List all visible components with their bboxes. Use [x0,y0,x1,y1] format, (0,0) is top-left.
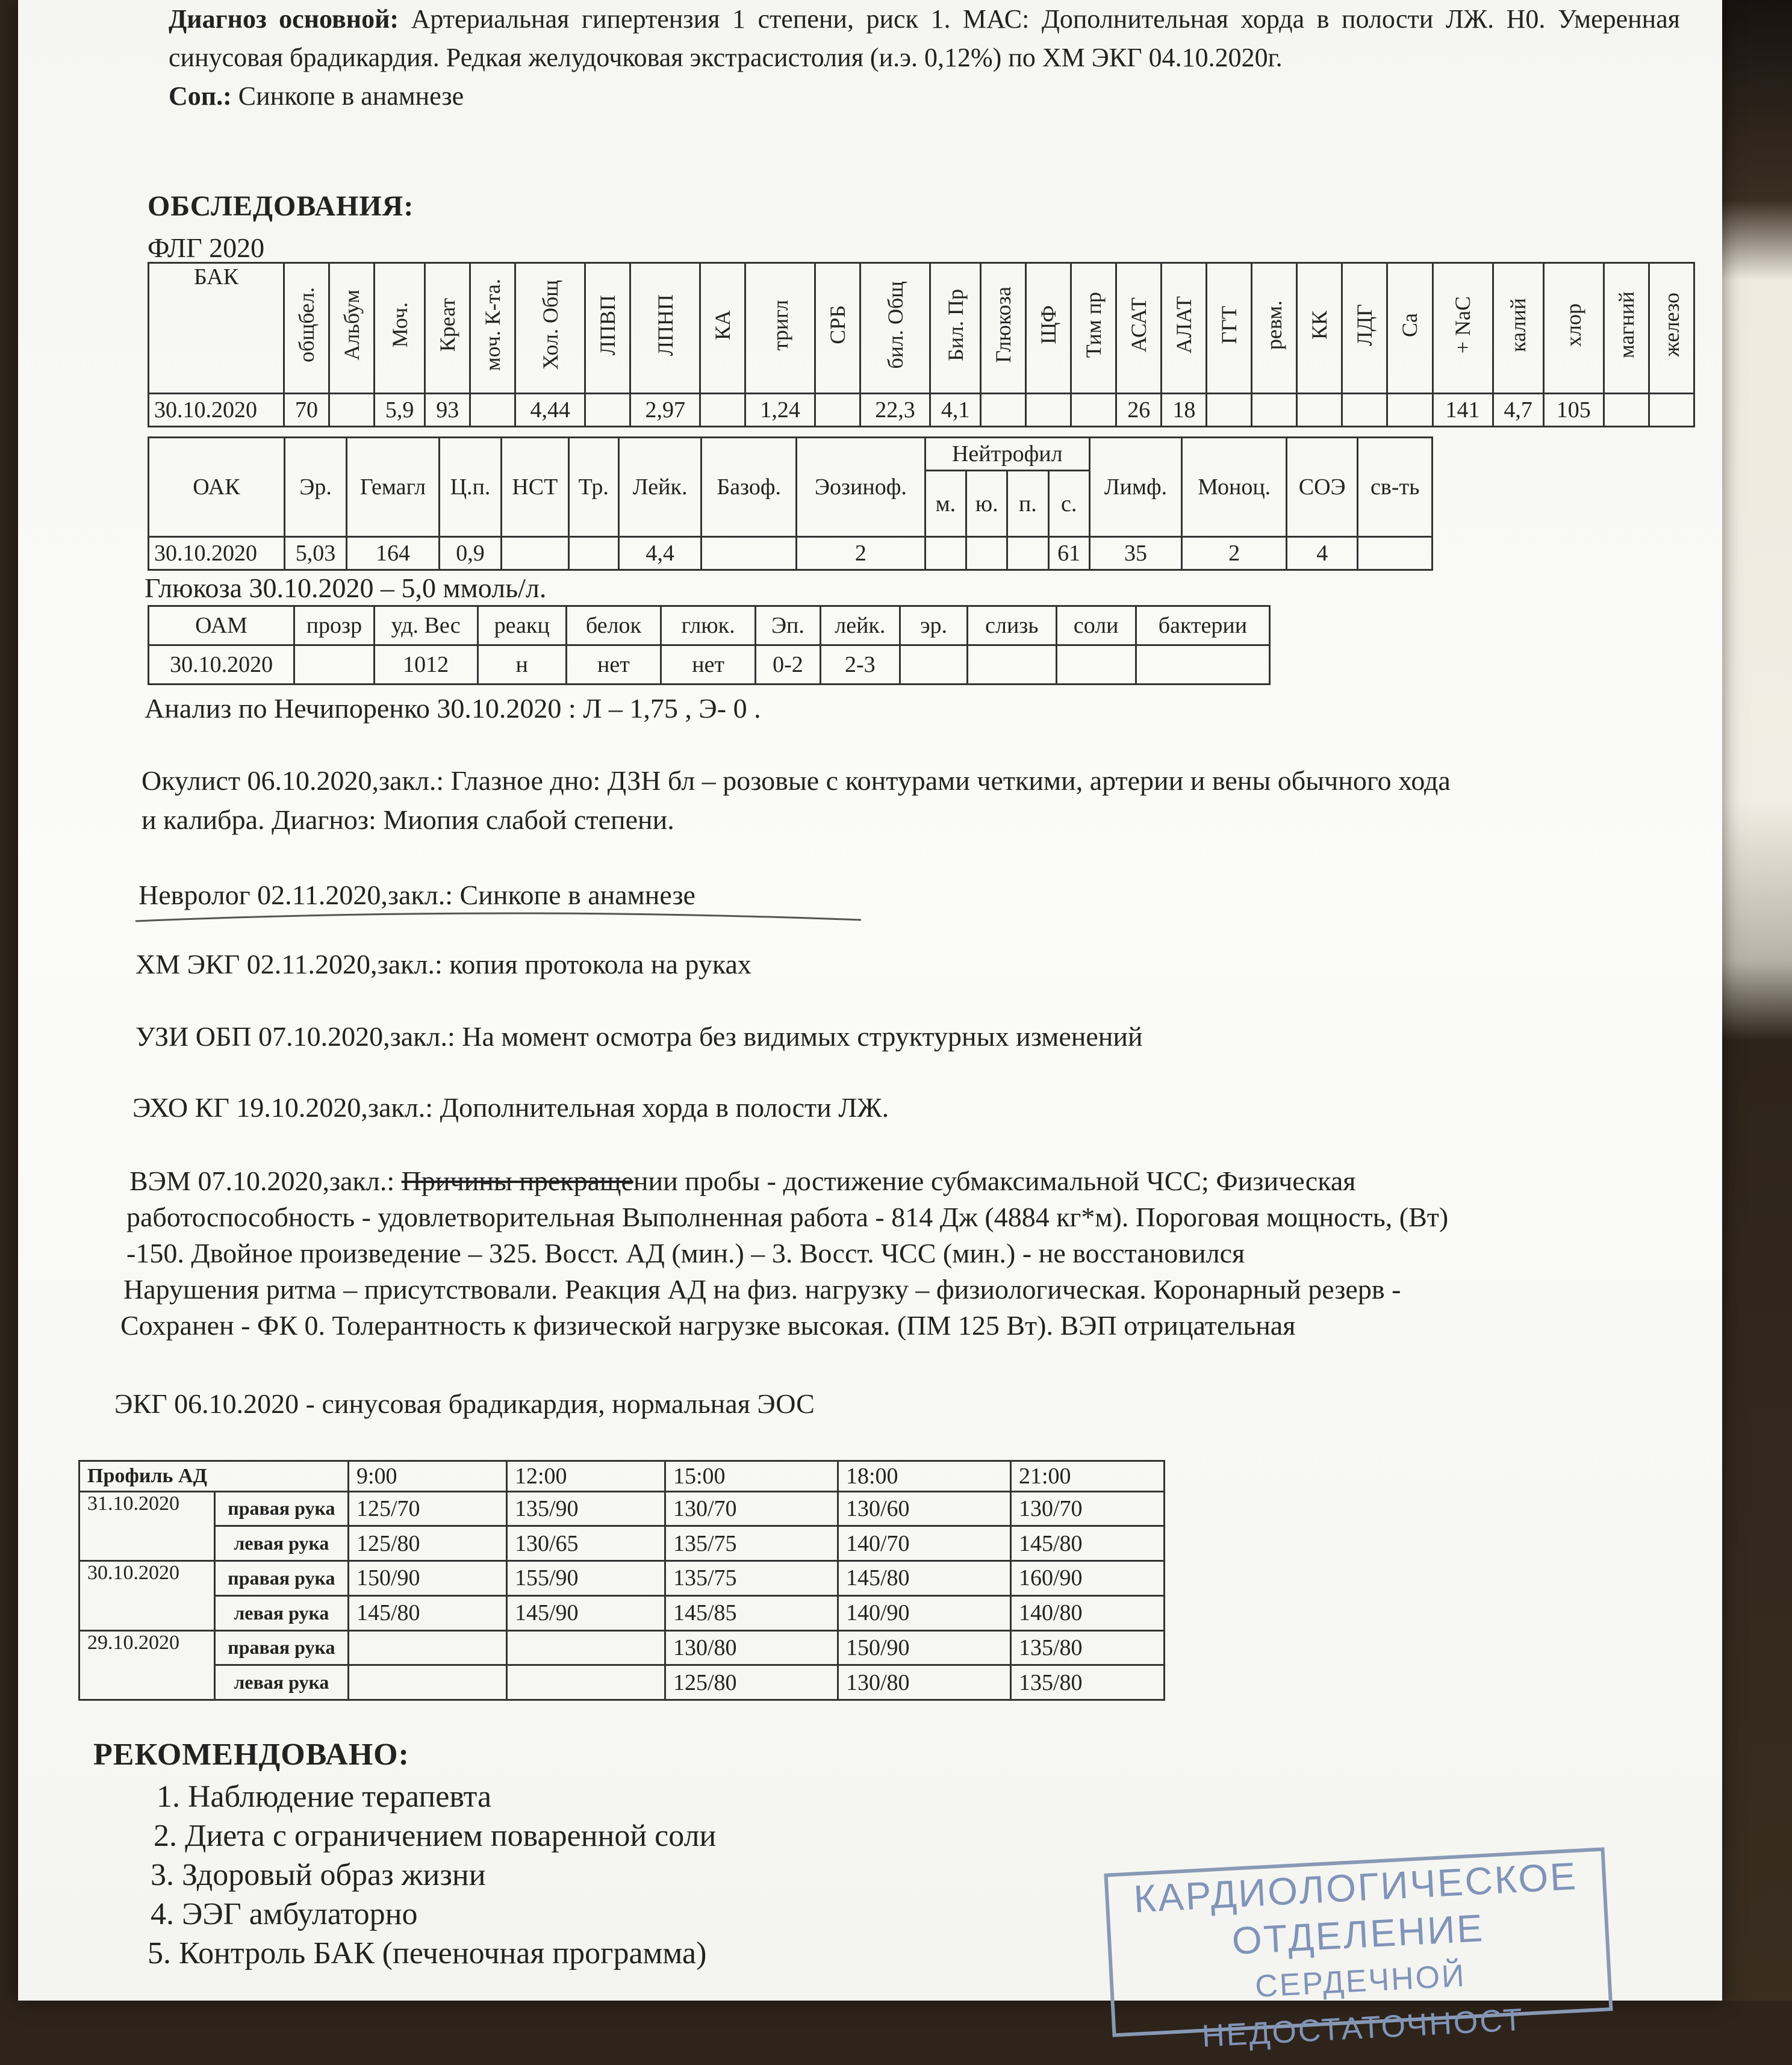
oam-value: 1012 [374,645,478,685]
oam-value [1136,645,1269,685]
oak-h-m: м. [925,471,966,537]
bp-value: 125/80 [665,1665,838,1700]
bak-header [1026,263,1071,394]
bak-header [1543,263,1604,394]
oak-h-eoz: Эозиноф. [796,438,925,537]
bp-value: 145/80 [349,1595,507,1630]
bak-header [815,263,860,394]
bp-date: 29.10.2020 [79,1630,215,1700]
oak-h-cp: Ц.п. [439,438,501,537]
bak-value: 70 [284,393,329,426]
bp-arm-label: левая рука [214,1595,348,1630]
bak-value [1207,393,1252,426]
bak-header [1297,263,1342,394]
bak-header [1071,263,1116,394]
oak-h-limf: Лимф. [1089,438,1182,537]
bak-table [148,262,1695,427]
oak-v-tr [568,537,618,570]
bak-header [425,263,470,394]
bak-header-label: моч. К-та. [481,279,505,371]
bak-header-label: КА [711,309,735,340]
neurologist-line: Невролог 02.11.2020,закл.: Синкопе в анамнезе [138,880,695,910]
oak-v-leik: 4,4 [618,537,702,570]
bak-value [981,393,1026,426]
bak-header [284,263,329,394]
bak-header-label: КК [1307,310,1332,340]
oak-v-gem: 164 [347,537,440,570]
bp-value: 130/60 [838,1491,1011,1526]
oam-value: нет [661,645,756,685]
bak-header-label: Хол. Общ [538,280,562,370]
oam-value: 2-3 [820,645,900,685]
bak-value: 1,24 [745,393,815,426]
oam-header: Эп. [756,606,820,645]
bak-header [1342,263,1387,394]
bp-value: 130/70 [1011,1491,1165,1526]
oak-h-leik: Лейк. [618,438,702,537]
oak-v-limf: 35 [1089,537,1182,570]
bak-value: 18 [1162,393,1207,426]
diagnosis-block [169,0,1680,116]
bak-value [1252,393,1297,426]
bak-header-label: железо [1659,293,1684,358]
bak-header-label: Моч. [387,302,412,348]
oam-value [968,645,1056,685]
stamp-line-2: ОТДЕЛЕНИЕ [1231,1906,1486,1963]
bak-value [815,393,860,426]
bp-value: 140/80 [1011,1595,1165,1630]
underline-stroke [132,903,867,933]
bak-value [1297,393,1342,426]
oam-value: н [478,645,566,685]
bak-header-label: калий [1506,297,1531,352]
bak-header-label: Са [1398,312,1422,337]
bak-value [1026,393,1071,426]
bak-value [329,393,375,426]
bak-header [1252,263,1297,394]
bak-header-label: ГГТ [1217,305,1242,344]
vem-line-1-rest: нии пробы - достижение субмаксимальной ЧСС; Физическая [633,1166,1356,1196]
oak-h-sv: св-ть [1358,438,1433,537]
bak-value [700,393,745,426]
rec-item-4: 4. ЭЭГ амбулаторно [151,1897,418,1931]
oam-header: белок [566,606,661,645]
bak-value [1342,393,1387,426]
oam-value [294,645,375,685]
oam-header: реакц [478,606,566,645]
bak-header [1162,263,1207,394]
oam-value: 0-2 [756,645,820,685]
oam-value [1056,645,1136,685]
oam-header: лейк. [820,606,900,645]
bak-header-label: Бил. Пр [943,288,968,361]
bp-date: 31.10.2020 [79,1491,215,1560]
bp-value: 150/90 [838,1630,1011,1665]
bak-value [585,393,630,426]
bp-time-2: 12:00 [507,1461,665,1492]
oak-v-s: 61 [1048,537,1089,570]
bak-header-label: Креат [435,298,460,352]
document-page [18,0,1722,2001]
bak-header-label: бил. Общ [883,281,907,369]
bak-header [1493,263,1543,394]
oak-v-p [1007,537,1048,570]
bak-value: 26 [1116,393,1162,426]
bak-value [1071,393,1116,426]
bak-header [585,263,630,394]
bak-value [1604,393,1649,426]
bp-value: 135/90 [507,1491,665,1526]
oam-header: слизь [968,606,1056,645]
bak-label: БАК [149,263,284,394]
bp-time-4: 18:00 [838,1461,1011,1492]
bak-header-label: тригл [768,299,792,350]
bp-value: 145/90 [507,1595,665,1630]
bp-value [507,1630,665,1665]
bp-title: Профиль АД [79,1461,349,1492]
bp-value: 125/80 [349,1526,507,1561]
bak-value: 105 [1543,393,1604,426]
bak-header-label: хлор [1561,303,1586,347]
stamp-line-1: КАРДИОЛОГИЧЕСКОЕ [1132,1854,1579,1921]
oak-date: 30.10.2020 [149,537,285,570]
bak-header [1649,263,1694,394]
oak-h-mono: Моноц. [1182,438,1287,537]
bak-value: 93 [425,393,470,426]
oak-v-soe: 4 [1286,537,1357,570]
holter-line: ХМ ЭКГ 02.11.2020,закл.: копия протокола на руках [135,949,751,980]
bp-arm-label: правая рука [214,1491,348,1526]
vem-line-1 [129,1165,1355,1197]
bak-value [470,393,515,426]
vem-line-4: Нарушения ритма – присутствовали. Реакция АД на физ. нагрузку – физиологическая. Коронарный резерв - [123,1274,1401,1305]
bak-header [745,263,815,394]
bak-header [1433,263,1493,394]
ultrasound-line: УЗИ ОБП 07.10.2020,закл.: На момент осмотра без видимых структурных изменений [135,1021,1143,1052]
bp-value: 140/90 [838,1595,1011,1630]
oak-v-mono: 2 [1182,537,1287,570]
bak-header-label: Альбум [340,289,364,361]
bp-value: 135/80 [1011,1630,1165,1665]
concomitant-label: Соп.: [169,81,232,111]
oak-table [148,436,1433,571]
bak-header [329,263,375,394]
oak-h-baz: Базоф. [702,438,797,537]
oam-header: ОАМ [149,606,294,645]
bp-value: 145/85 [665,1595,838,1630]
bp-value: 150/90 [349,1561,507,1596]
oam-value: 30.10.2020 [149,645,294,685]
bp-value: 135/80 [1011,1665,1165,1700]
bak-value: 4,7 [1493,393,1543,426]
bak-header [1207,263,1252,394]
bp-value: 130/80 [838,1665,1011,1700]
bak-value: 4,44 [515,393,585,426]
oculist-line-2: и калибра. Диагноз: Миопия слабой степени. [142,804,674,835]
oak-v-cp: 0,9 [439,537,501,570]
bak-header [375,263,425,394]
bp-profile-table [78,1460,1165,1701]
flg-line: ФЛГ 2020 [148,232,265,263]
bak-header-label: общбел. [294,287,319,363]
oam-value: нет [566,645,661,685]
oak-v-sv [1358,537,1433,570]
oak-h-nst: НСТ [502,438,568,537]
oak-h-s: с. [1048,471,1089,537]
bp-value: 140/70 [838,1526,1011,1561]
bak-header [860,263,930,394]
bp-value: 145/80 [838,1561,1011,1596]
bp-value: 160/90 [1011,1561,1165,1596]
oak-h-tr: Тр. [568,438,618,537]
ekg-line: ЭКГ 06.10.2020 - синусовая брадикардия, нормальная ЭОС [114,1388,815,1419]
bp-value [349,1665,507,1700]
bp-time-1: 9:00 [349,1461,507,1492]
bak-header-label: СРБ [826,305,850,345]
vem-line-2: работоспособность - удовлетворительная Выполненная работа - 814 Дж (4884 кг*м). Пороговая мощность, (Вт) [126,1202,1449,1232]
bp-arm-label: левая рука [214,1665,348,1700]
bak-value: 141 [1433,393,1493,426]
bp-arm-label: левая рука [214,1526,348,1561]
bp-value: 155/90 [507,1561,665,1596]
bak-header [1387,263,1433,394]
oam-table [148,605,1271,685]
bak-header [981,263,1026,394]
recommendations-title: РЕКОМЕНДОВАНО: [93,1737,409,1772]
oculist-line-1: Окулист 06.10.2020,закл.: Глазное дно: ДЗН бл – розовые с контурами четкими, артерии и вены обычного хода [142,765,1451,796]
bak-header-label: магний [1614,291,1638,359]
bp-value: 130/65 [507,1526,665,1561]
glucose-line: Глюкоза 30.10.2020 – 5,0 ммоль/л. [145,573,547,603]
bak-header-label: + NaC [1451,296,1475,354]
bak-date: 30.10.2020 [149,393,284,426]
bak-header [1116,263,1162,394]
bak-header [700,263,745,394]
oam-header: уд. Вес [374,606,478,645]
bak-value: 4,1 [930,393,980,426]
bak-header-label: Тим пр [1081,292,1106,358]
oak-h-soe: СОЭ [1286,438,1357,537]
bp-value [349,1630,507,1665]
bak-header-label: ЛДГ [1352,303,1377,346]
bak-header [515,263,585,394]
bak-header-label: АЛАТ [1172,296,1196,354]
bak-value: 2,97 [630,393,700,426]
oam-header: прозр [294,606,375,645]
oak-v-yu [966,537,1007,570]
oam-header: соли [1056,606,1136,645]
bp-date: 30.10.2020 [79,1561,215,1630]
bak-header [630,263,700,394]
rec-item-1: 1. Наблюдение терапевта [157,1780,492,1814]
oak-v-eoz: 2 [796,537,925,570]
diagnosis-label: Диагноз основной: [169,4,399,34]
nechiporenko-line: Анализ по Нечипоренко 30.10.2020 : Л – 1,75 , Э- 0 . [145,693,761,724]
oam-value [900,645,968,685]
rec-item-2: 2. Диета с ограничением поваренной соли [154,1819,717,1853]
bp-value: 130/80 [665,1630,838,1665]
bak-header [930,263,980,394]
bak-header [470,263,515,394]
bp-value: 135/75 [665,1526,838,1561]
bak-header-label: ЛПВП [596,294,620,355]
oam-header: бактерии [1136,606,1269,645]
bp-arm-label: правая рука [214,1561,348,1596]
bp-time-5: 21:00 [1011,1461,1165,1492]
diagnosis-text: Артериальная гипертензия 1 степени, риск 1. МАС: Дополнительная хорда в полости ЛЖ. Н0. Умеренная синусовая брадикардия. Редкая желудочковая экстрасистолия (и.э. 0,12%) по ХМ ЭКГ 04.10.2020г. [169,4,1680,72]
bp-value: 135/75 [665,1561,838,1596]
rec-item-3: 3. Здоровый образ жизни [151,1858,486,1892]
bp-time-3: 15:00 [665,1461,838,1492]
vem-line-5: Сохранен - ФК 0. Толерантность к физической нагрузке высокая. (ПМ 125 Вт). ВЭП отрицательная [120,1310,1296,1341]
bak-header-label: АСАТ [1127,297,1151,353]
vem-line-3: -150. Двойное произведение – 325. Восст. АД (мин.) – 3. Восст. ЧСС (мин.) - не восстановился [126,1238,1245,1268]
vem-prefix: ВЭМ 07.10.2020,закл.: [129,1166,402,1196]
oak-label: ОАК [149,438,285,537]
bak-value [1387,393,1433,426]
concomitant-text: Синкопе в анамнезе [238,81,464,111]
bak-header-label: ЛПНП [653,294,677,356]
oak-v-m [925,537,966,570]
bp-value: 130/70 [665,1491,838,1526]
bak-value [1649,393,1694,426]
bp-value: 125/70 [349,1491,507,1526]
bp-value [507,1665,665,1700]
oak-v-er: 5,03 [284,537,346,570]
bak-header [1604,263,1649,394]
oak-h-p: п. [1007,471,1048,537]
rec-item-5: 5. Контроль БАК (печеночная программа) [148,1936,707,1970]
oak-h-yu: ю. [966,471,1007,537]
stamp-line-3: СЕРДЕЧНОЙ НЕДОСТАТОЧНОСТ [1201,1958,1525,2054]
bp-arm-label: правая рука [214,1630,348,1665]
department-stamp [1104,1847,1613,2054]
vem-strikethrough: Причины прекраще [401,1166,633,1196]
oak-h-er: Эр. [284,438,346,537]
oak-h-neut: Нейтрофил [925,438,1089,471]
bak-header-label: Глюкоза [991,287,1016,364]
oam-header: глюк. [661,606,756,645]
bak-header-label: ЩФ [1036,305,1061,345]
oak-v-nst [502,537,568,570]
bak-value: 22,3 [860,393,930,426]
echo-line: ЭХО КГ 19.10.2020,закл.: Дополнительная хорда в полости ЛЖ. [132,1092,889,1123]
bak-value: 5,9 [375,393,425,426]
oam-header: эр. [900,606,968,645]
bp-value: 145/80 [1011,1526,1165,1561]
oak-v-baz [702,537,797,570]
oak-h-gem: Гемагл [347,438,440,537]
bak-header-label: ревм. [1262,300,1287,350]
exams-title: ОБСЛЕДОВАНИЯ: [148,190,414,222]
